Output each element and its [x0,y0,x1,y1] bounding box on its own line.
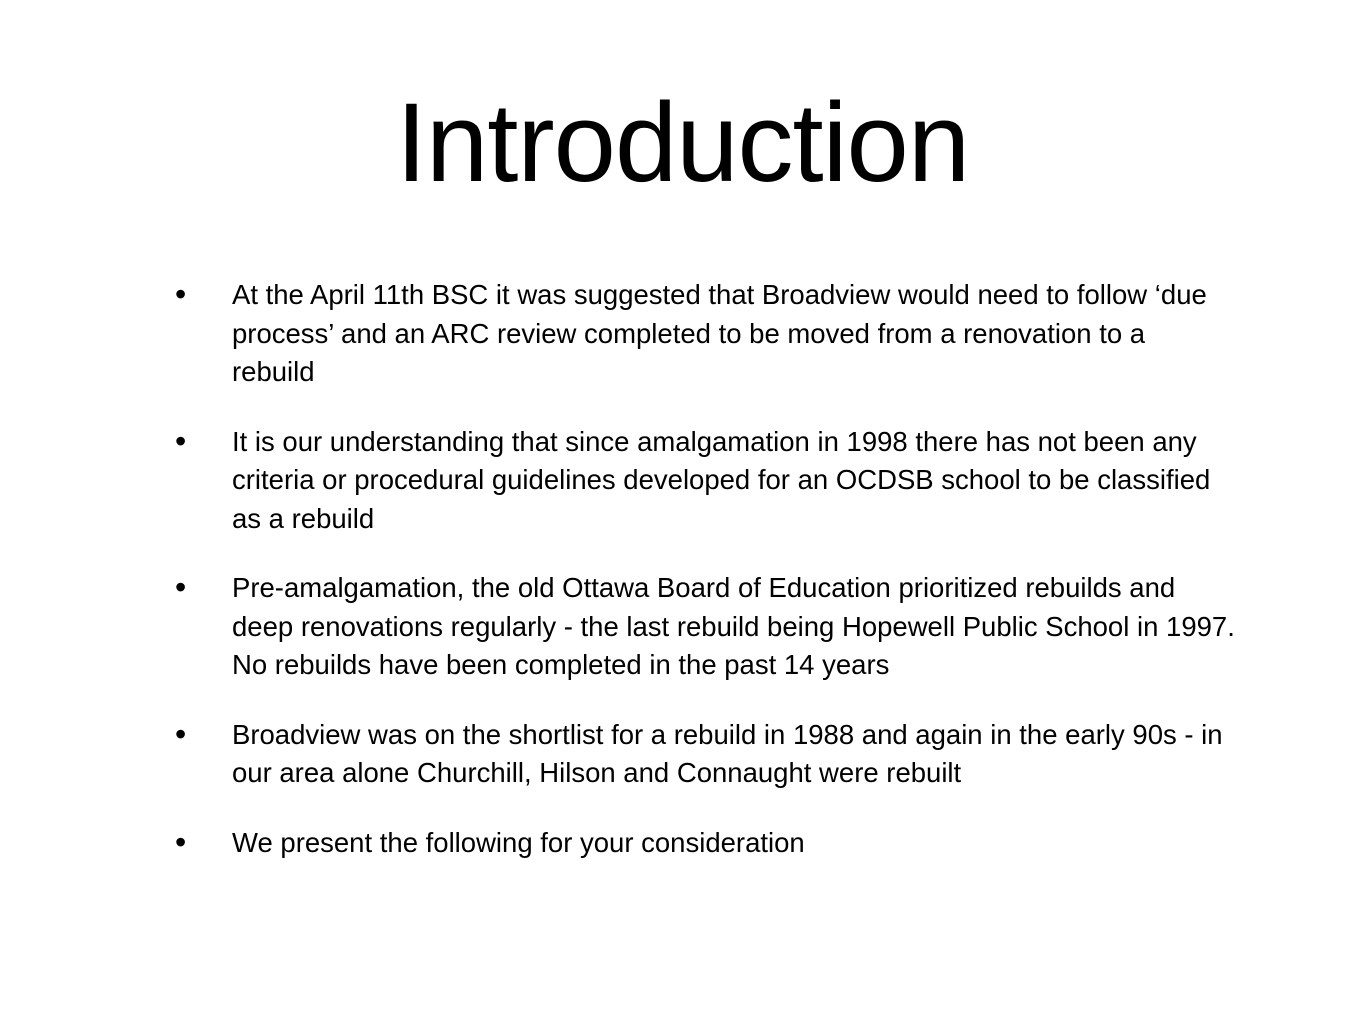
bullet-icon: • [175,715,187,752]
bullet-text-4: Broadview was on the shortlist for a rebuild in 1988 and again in the early 90s - in our area alone Churchill, Hilson and Connaught were rebuilt [232,718,1223,788]
bullet-icon: • [175,276,187,312]
bullet-item-4 [175,716,1235,793]
bullet-icon: • [175,569,187,605]
bullet-text-5: We present the following for your consideration [232,826,805,858]
bullet-text-1: At the April 11th BSC it was suggested that Broadview would need to follow ‘due process’ and an ARC review completed to be moved from a renovation to a rebuild [232,279,1207,387]
bullet-icon: • [175,823,187,860]
bullet-item-5 [175,824,1235,863]
bullet-text-2: It is our understanding that since amalgamation in 1998 there has not been any criteria or procedural guidelines developed for an OCDSB school to be classified as a rebuild [232,425,1211,534]
bullet-list [175,276,1235,893]
bullet-item-1 [175,276,1235,392]
bullet-icon: • [175,422,187,459]
slide-title: Introduction [395,80,970,205]
bullet-text-3: Pre-amalgamation, the old Ottawa Board of Education prioritized rebuilds and deep renovations regularly - the last rebuild being Hopewell Public School in 1997. No rebuilds have been completed in the past 14 years [232,572,1235,680]
bullet-item-3 [175,569,1235,685]
bullet-item-2 [175,423,1235,539]
